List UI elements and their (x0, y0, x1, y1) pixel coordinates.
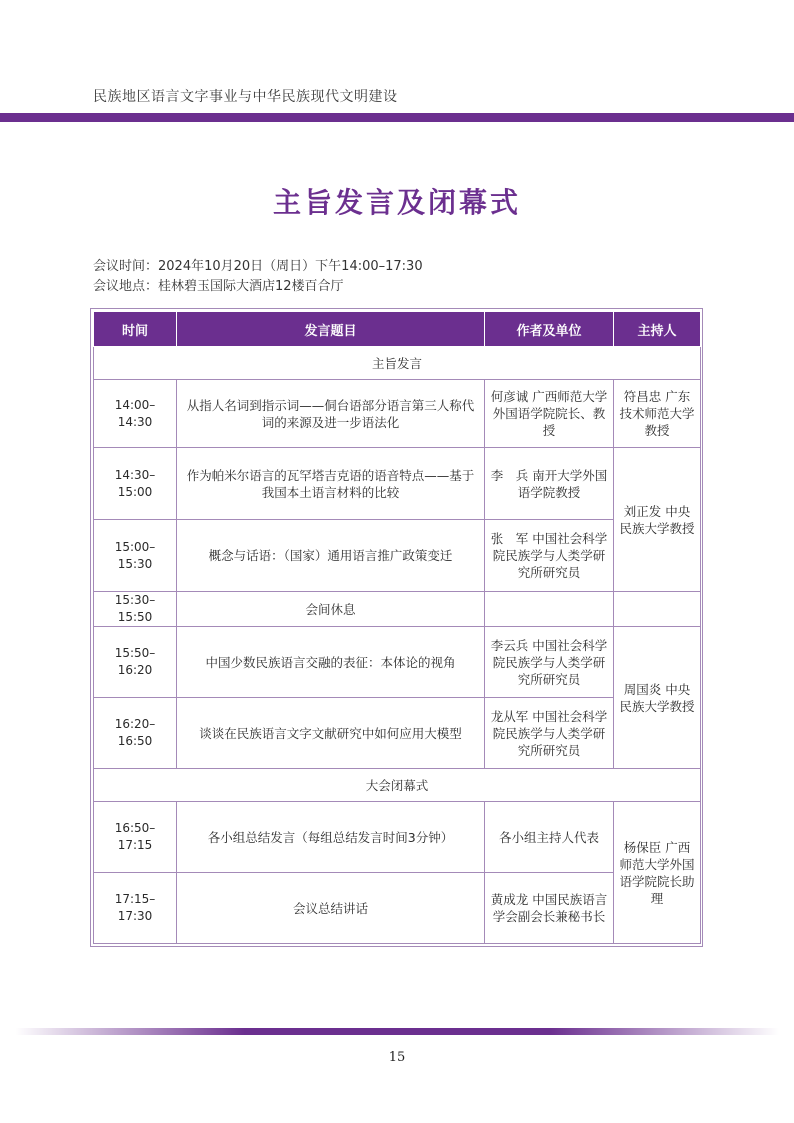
page-number: 15 (388, 1050, 406, 1065)
author-cell: 李云兵 中国社会科学院民族学与人类学研究所研究员 (485, 627, 614, 698)
topic-cell: 中国少数民族语言交融的表征：本体论的视角 (177, 627, 485, 698)
column-header-time: 时间 (94, 312, 177, 347)
section-title-keynote: 主旨发言 (94, 347, 701, 380)
table-row (94, 520, 701, 592)
author-cell (485, 592, 614, 627)
table-row (94, 448, 701, 520)
section-row (94, 769, 701, 802)
column-header-author: 作者及单位 (485, 312, 614, 347)
section-title-closing: 大会闭幕式 (94, 769, 701, 802)
topic-cell: 从指人名词到指示词——侗台语部分语言第三人称代词的来源及进一步语法化 (177, 380, 485, 448)
schedule-table-frame (90, 308, 703, 947)
author-cell: 各小组主持人代表 (485, 802, 614, 873)
topic-cell: 作为帕米尔语言的瓦罕塔吉克语的语音特点——基于我国本土语言材料的比较 (177, 448, 485, 520)
author-cell: 黄成龙 中国民族语言学会副会长兼秘书长 (485, 873, 614, 944)
time-cell: 17:15–17:30 (94, 873, 177, 944)
time-cell: 16:50–17:15 (94, 802, 177, 873)
author-cell: 何彦诚 广西师范大学外国语学院院长、教授 (485, 380, 614, 448)
table-row (94, 698, 701, 769)
author-cell: 李 兵 南开大学外国语学院教授 (485, 448, 614, 520)
table-row (94, 802, 701, 873)
running-header: 民族地区语言文字事业与中华民族现代文明建设 (93, 89, 398, 105)
table-header-row (94, 312, 701, 347)
host-cell: 符昌忠 广东技术师范大学教授 (614, 380, 701, 448)
time-cell: 15:00–15:30 (94, 520, 177, 592)
host-cell: 刘正发 中央民族大学教授 (614, 448, 701, 592)
host-cell: 周国炎 中央民族大学教授 (614, 627, 701, 769)
page-title: 主旨发言及闭幕式 (272, 186, 521, 219)
table-row (94, 873, 701, 944)
table-row (94, 592, 701, 627)
footer-divider (15, 1028, 779, 1035)
time-cell: 15:30–15:50 (94, 592, 177, 627)
topic-cell: 会议总结讲话 (177, 873, 485, 944)
table-row (94, 380, 701, 448)
time-cell: 14:00–14:30 (94, 380, 177, 448)
host-cell: 杨保臣 广西师范大学外国语学院院长助理 (614, 802, 701, 944)
meeting-place: 会议地点：桂林碧玉国际大酒店12楼百合厅 (93, 279, 344, 294)
topic-cell: 概念与话语：（国家）通用语言推广政策变迁 (177, 520, 485, 592)
author-cell: 龙从军 中国社会科学院民族学与人类学研究所研究员 (485, 698, 614, 769)
section-row (94, 347, 701, 380)
topic-cell: 谈谈在民族语言文字文献研究中如何应用大模型 (177, 698, 485, 769)
column-header-host: 主持人 (614, 312, 701, 347)
author-cell: 张 军 中国社会科学院民族学与人类学研究所研究员 (485, 520, 614, 592)
time-cell: 15:50–16:20 (94, 627, 177, 698)
table-row (94, 627, 701, 698)
column-header-topic: 发言题目 (177, 312, 485, 347)
time-cell: 16:20–16:50 (94, 698, 177, 769)
header-divider (0, 113, 794, 122)
schedule-table (93, 311, 701, 944)
topic-cell: 会间休息 (177, 592, 485, 627)
topic-cell: 各小组总结发言（每组总结发言时间3分钟） (177, 802, 485, 873)
time-cell: 14:30–15:00 (94, 448, 177, 520)
meeting-time: 会议时间：2024年10月20日（周日）下午14:00–17:30 (93, 259, 423, 274)
host-cell (614, 592, 701, 627)
